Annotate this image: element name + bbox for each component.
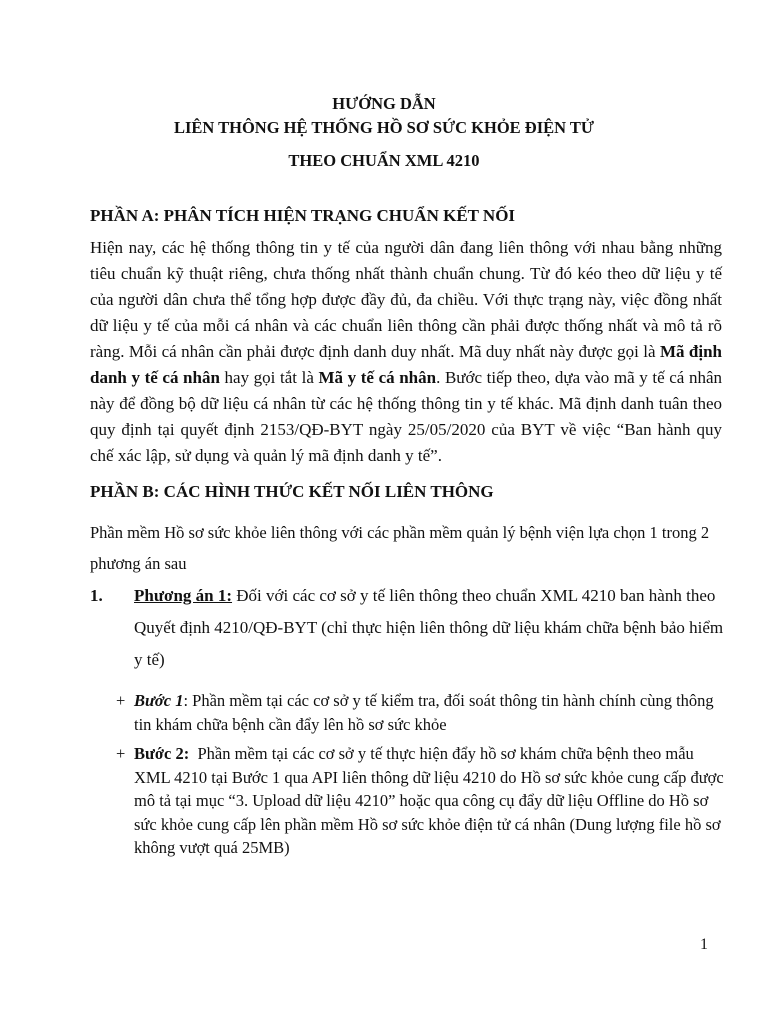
title-line-2: LIÊN THÔNG HỆ THỐNG HỒ SƠ SỨC KHỎE ĐIỆN TỬ [173, 118, 595, 137]
sub-item-step-1 [116, 689, 726, 736]
sub-item-body [134, 689, 726, 736]
title-line-3: THEO CHUẨN XML 4210 [288, 151, 480, 170]
sub-item-body [134, 742, 726, 860]
part-b-intro: Phần mềm Hồ sơ sức khỏe liên thông với các phần mềm quản lý bệnh viện lựa chọn 1 trong 2 phương án sau [90, 523, 710, 573]
list-item-text: Đối với các cơ sở y tế liên thông theo chuẩn XML 4210 ban hành theo Quyết định 4210/QĐ-BYT (chỉ thực hiện liên thông dữ liệu khám chữa bệnh bảo hiểm y tế) [134, 586, 724, 669]
part-a-bold-term-1: Mã định danh y tế cá nhân [90, 342, 722, 387]
part-b-heading: PHẦN B: CÁC HÌNH THỨC KẾT NỐI LIÊN THÔNG [90, 482, 494, 501]
part-a-text-3: . Bước tiếp theo, dựa vào mã y tế cá nhân này để đồng bộ dữ liệu cá nhân từ các hệ thống thông tin y tế khác. Mã định danh tuân theo quy định tại quyết định 2153/QĐ-BYT ngày 25/05/2020 của BYT về việc “Ban hành quy chế xác lập, sử dụng và quản lý mã định danh y tế”. [90, 368, 723, 465]
part-a-text-1: Hiện nay, các hệ thống thông tin y tế của người dân đang liên thông với nhau bằng những tiêu chuẩn kỹ thuật riêng, chưa thống nhất thành chuẩn chung. Từ đó kéo theo dữ liệu y tế của người dân chưa thể tổng hợp được đầy đủ, đa chiều. Với thực trạng này, việc đồng nhất dữ liệu y tế của mỗi cá nhân và các chuẩn liên thông cần phải được thống nhất và mô tả rõ ràng. Mỗi cá nhân cần phải được định danh duy nhất. Mã duy nhất này được gọi là [90, 238, 722, 361]
sub-item-text: Phần mềm tại các cơ sở y tế thực hiện đẩy hồ sơ khám chữa bệnh theo mẫu XML 4210 tại Bước 1 qua API liên thông dữ liệu 4210 do Hồ sơ sức khỏe cung cấp được mô tả tại mục “3. Upload dữ liệu 4210” hoặc qua công cụ đẩy dữ liệu Offline do Hồ sơ sức khỏe cung cấp lên phần mềm Hồ sơ sức khỏe điện tử cá nhân (Dung lượng file hồ sơ không vượt quá 25MB) [134, 744, 728, 857]
plus-bullet-icon: + [116, 691, 126, 710]
part-a-bold-term-2: Mã y tế cá nhân [318, 368, 437, 387]
page-number: 1 [700, 936, 708, 953]
sub-item-label: Bước 1 [134, 691, 184, 710]
list-item-number: 1. [90, 586, 103, 605]
document-title [0, 92, 768, 173]
list-item-label: Phương án 1: [134, 586, 233, 605]
list-item-body [134, 580, 730, 676]
sub-item-text: : Phần mềm tại các cơ sở y tế kiểm tra, đối soát thông tin hành chính cùng thông tin khám chữa bệnh cần đẩy lên hồ sơ sức khỏe [134, 691, 714, 734]
sub-item-label: Bước 2: [134, 744, 190, 763]
part-a-paragraph [90, 235, 722, 469]
part-a-heading: PHẦN A: PHÂN TÍCH HIỆN TRẠNG CHUẨN KẾT NỐI [90, 206, 516, 225]
list-item-1 [90, 580, 730, 676]
sub-item-step-2 [116, 742, 726, 860]
part-a-text-2: hay gọi tắt là [219, 368, 319, 387]
title-line-1: HƯỚNG DẪN [332, 94, 436, 113]
plus-bullet-icon: + [116, 744, 126, 763]
